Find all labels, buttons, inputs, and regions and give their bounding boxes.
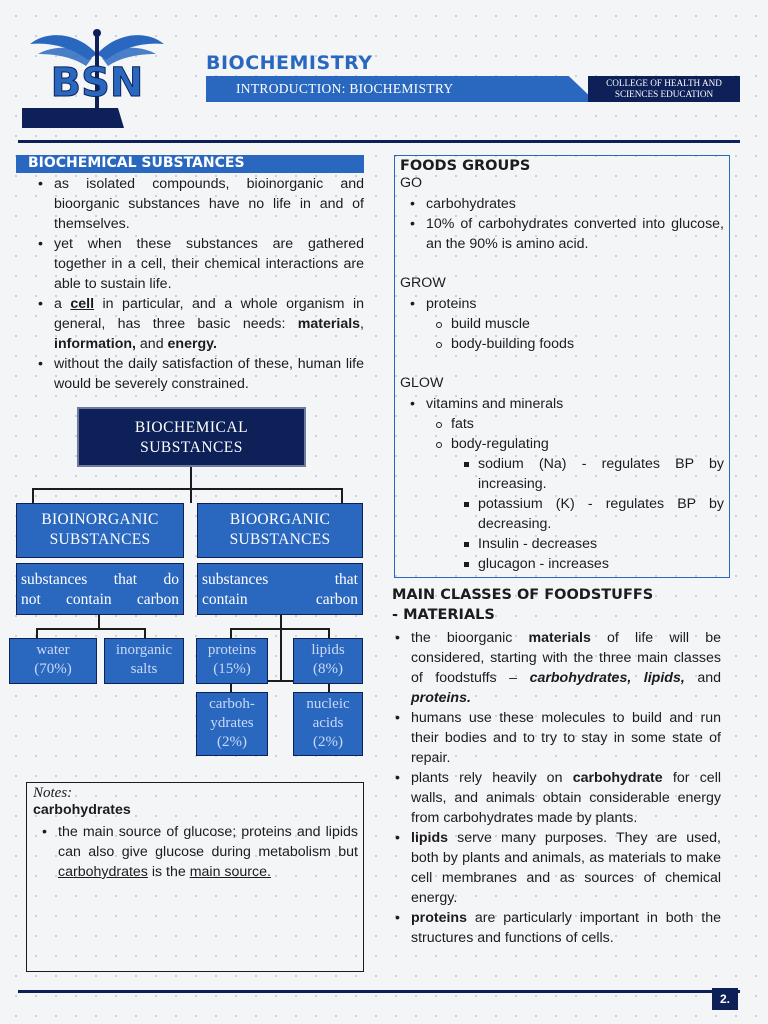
diagram-node-bioorganic: BIOORGANIC SUBSTANCES (197, 503, 363, 558)
term-cell: cell (70, 296, 95, 312)
list-item: body-building foods (433, 334, 723, 354)
glow-list (410, 394, 724, 414)
connector-line (341, 488, 343, 503)
list-item: • yet when these substances are gathered together in a cell, their chemical interactions are able to sustain life. (38, 234, 364, 294)
list-item: • without the daily satisfaction of these, human life would be severely constrained. (38, 354, 364, 394)
notes-label: Notes: (33, 785, 73, 801)
connector-line (280, 628, 282, 680)
svg-text:BSN: BSN (50, 60, 144, 106)
diagram-desc-bioorganic: substances that contain carbon (197, 563, 363, 615)
diagram-node-bioinorganic: BIOINORGANIC SUBSTANCES (16, 503, 184, 558)
list-item: build muscle (433, 314, 723, 334)
diagram-leaf-lipids: lipids (8%) (293, 638, 363, 684)
term-information: information, (54, 336, 136, 352)
glow-regulating-list (460, 454, 724, 574)
section-heading-food-groups: FOODS GROUPS (400, 158, 531, 174)
notes-term: carbohydrates (33, 802, 131, 818)
connector-line (144, 628, 146, 638)
list-item: glucagon - increases (460, 554, 724, 574)
grow-sublist (433, 314, 723, 354)
list-item: potassium (K) - regulates BP by decreasing. (460, 494, 724, 534)
page-title: BIOCHEMISTRY (206, 52, 373, 74)
college-label (588, 76, 740, 102)
list-item: • vitamins and minerals (410, 394, 724, 414)
group-label-go: GO (400, 175, 423, 191)
list-item: Insulin - decreases (460, 534, 724, 554)
section-heading-biochemical-substances: BIOCHEMICAL SUBSTANCES (16, 155, 364, 173)
connector-line (32, 488, 34, 503)
biochemical-substances-list (38, 174, 364, 394)
list-item: • plants rely heavily on carbohydrate for cell walls, and animals obtain considerable energy from carbohydrates made by plants. (395, 768, 721, 828)
list-item: • proteins are particularly important in both the structures and functions of cells. (395, 908, 721, 948)
go-list (410, 194, 724, 254)
list-item: • carbohydrates (410, 194, 724, 214)
connector-line (190, 467, 192, 489)
list-item: • lipids serve many purposes. They are used, both by plants and animals, as materials to make cell membranes and as sources of chemical energy. (395, 828, 721, 908)
notes-list (42, 822, 358, 882)
grow-list (410, 294, 724, 314)
connector-line (328, 628, 330, 638)
list-item: body-regulating (433, 434, 723, 454)
list-item: • the main source of glucose; proteins and lipids can also give glucose during metabolism but carbohydrates is the main source. (42, 822, 358, 882)
college-line-2: SCIENCES EDUCATION (614, 89, 714, 99)
connector-line (190, 488, 192, 503)
list-item: • 10% of carbohydrates converted into glucose, an the 90% is amino acid. (410, 214, 724, 254)
diagram-desc-bioinorganic: substances that do not contain carbon (16, 563, 184, 615)
header-divider (18, 140, 740, 143)
page-number: 2. (712, 988, 738, 1010)
connector-line (32, 488, 343, 490)
page-subtitle: INTRODUCTION: BIOCHEMISTRY (236, 81, 454, 96)
list-item: • as isolated compounds, bioinorganic and bioorganic substances have no life in and of themselves. (38, 174, 364, 234)
glow-sublist (433, 414, 723, 454)
connector-line (36, 628, 38, 638)
connector-line (36, 628, 146, 630)
list-item: sodium (Na) - regulates BP by increasing. (460, 454, 724, 494)
term-energy: energy. (167, 336, 217, 352)
connector-line (230, 628, 232, 638)
diagram-leaf-water: water (70%) (9, 638, 97, 684)
section-heading-main-classes: MAIN CLASSES OF FOODSTUFFS - MATERIALS (392, 587, 654, 623)
term-materials: materials (297, 316, 361, 332)
connector-line (280, 615, 282, 628)
college-line-1: COLLEGE OF HEALTH AND (606, 78, 722, 88)
group-label-glow: GLOW (400, 375, 444, 391)
group-label-grow: GROW (400, 275, 446, 291)
connector-line (98, 615, 100, 628)
list-item: • humans use these molecules to build and run their bodies and to try to stay in some state of repair. (395, 708, 721, 768)
diagram-leaf-nucleic-acids: nucleic acids (2%) (293, 692, 363, 756)
list-item: • the bioorganic materials of life will be considered, starting with the three main classes of foodstuffs – carbohydrates, lipids, and proteins. (395, 628, 721, 708)
diagram-leaf-inorganic-salts: inorganic salts (104, 638, 184, 684)
diagram-node-biochemical-substances: BIOCHEMICAL SUBSTANCES (77, 407, 306, 467)
list-item: • a cell in particular, and a whole organism in general, has three basic needs: materials, information, and energy. (38, 294, 364, 354)
main-classes-list (395, 628, 721, 948)
diagram-leaf-proteins: proteins (15%) (196, 638, 268, 684)
list-item: • proteins (410, 294, 724, 314)
diagram-leaf-carbohydrates: carboh- ydrates (2%) (196, 692, 268, 756)
list-item: fats (433, 414, 723, 434)
footer-divider (18, 990, 740, 993)
bsn-logo (22, 24, 172, 129)
